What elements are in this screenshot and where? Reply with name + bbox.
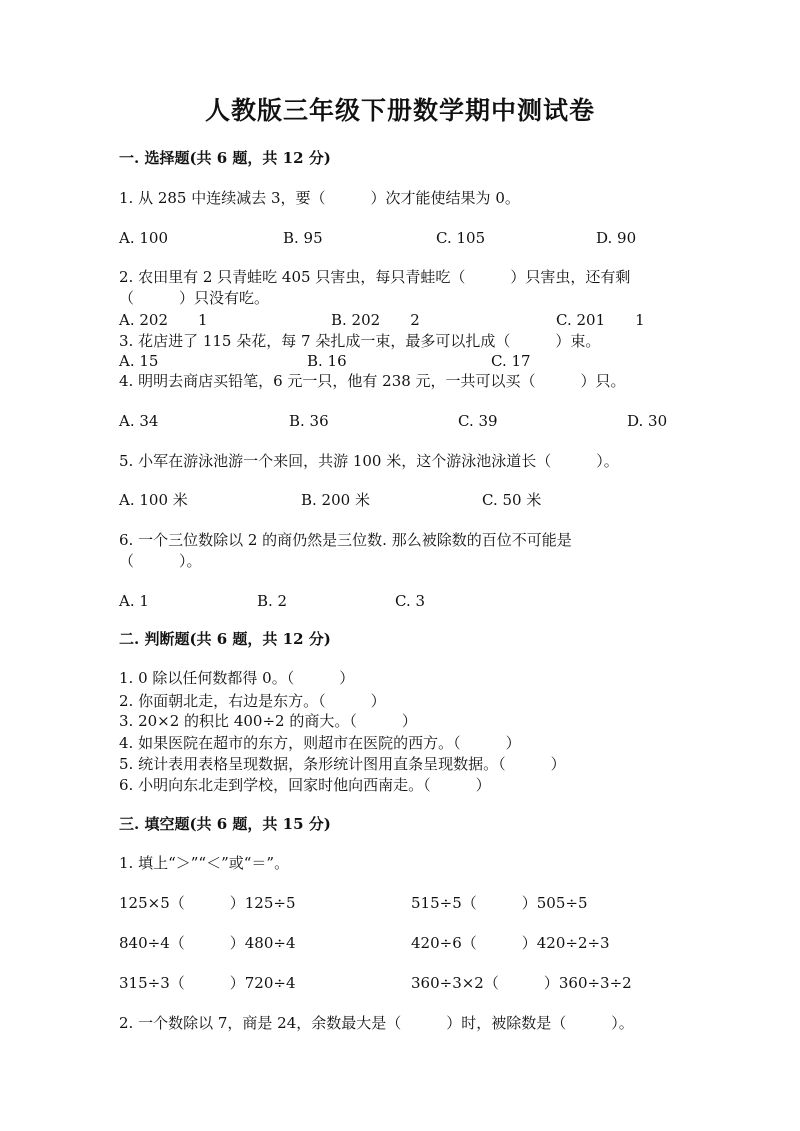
section-heading-choice: 一. 选择题(共 6 题，共 12 分) [119,149,331,167]
option-a: A. 1 [119,592,149,610]
question-text-continued: （ ）只没有吃。 [119,289,270,307]
option-a: A. 100 [119,229,168,247]
comparison-item: 315÷3（ ）720÷4 [119,974,296,992]
question-text: 6. 一个三位数除以 2 的商仍然是三位数. 那么被除数的百位不可能是 [119,531,572,549]
option-b: B. 36 [289,412,329,430]
fill-question-text: 1. 填上“＞”“＜”或“＝”。 [119,854,290,872]
option-b: B. 200 米 [301,491,370,509]
option-c: C. 3 [395,592,426,610]
question-text: 4. 明明去商店买铅笔，6 元一只，他有 238 元，一共可以买（ ）只。 [119,372,626,390]
fill-question-text: 2. 一个数除以 7，商是 24，余数最大是（ ）时，被除数是（ ）。 [119,1014,634,1032]
option-b: B. 95 [283,229,323,247]
comparison-item: 125×5（ ）125÷5 [119,894,296,912]
option-b: B. 202 2 [331,311,420,329]
judge-item: 3. 20×2 的积比 400÷2 的商大。（ ） [119,712,417,730]
comparison-item: 360÷3×2（ ）360÷3÷2 [411,974,632,992]
judge-item: 6. 小明向东北走到学校，回家时他向西南走。（ ） [119,776,491,794]
option-d: D. 30 [627,412,668,430]
option-a: A. 15 [119,352,159,370]
option-c: C. 201 1 [556,311,645,329]
question-text: 5. 小军在游泳池游一个来回，共游 100 米，这个游泳池泳道长（ ）。 [119,452,619,470]
option-c: C. 50 米 [482,491,542,509]
option-a: A. 100 米 [119,491,188,509]
judge-item: 4. 如果医院在超市的东方，则超市在医院的西方。（ ） [119,734,521,752]
option-a: A. 202 1 [119,311,208,329]
option-a: A. 34 [119,412,159,430]
option-c: C. 39 [458,412,498,430]
judge-item: 5. 统计表用表格呈现数据，条形统计图用直条呈现数据。（ ） [119,755,566,773]
question-text: 1. 从 285 中连续减去 3，要（ ）次才能使结果为 0。 [119,189,520,207]
section-heading-judge: 二. 判断题(共 6 题，共 12 分) [119,630,331,648]
comparison-item: 515÷5（ ）505÷5 [411,894,588,912]
section-heading-fill: 三. 填空题(共 6 题，共 15 分) [119,815,331,833]
option-c: C. 105 [436,229,486,247]
option-b: B. 16 [307,352,347,370]
comparison-item: 840÷4（ ）480÷4 [119,934,296,952]
question-text: 3. 花店进了 115 朵花，每 7 朵扎成一束，最多可以扎成（ ）束。 [119,332,601,350]
option-d: D. 90 [596,229,637,247]
judge-item: 2. 你面朝北走，右边是东方。（ ） [119,692,386,710]
question-text: 2. 农田里有 2 只青蛙吃 405 只害虫，每只青蛙吃（ ）只害虫，还有剩 [119,268,631,286]
question-text-continued: （ ）。 [119,552,202,570]
exam-title: 人教版三年级下册数学期中测试卷 [204,96,595,125]
option-c: C. 17 [491,352,531,370]
comparison-item: 420÷6（ ）420÷2÷3 [411,934,610,952]
option-b: B. 2 [257,592,288,610]
judge-item: 1. 0 除以任何数都得 0。（ ） [119,669,355,687]
